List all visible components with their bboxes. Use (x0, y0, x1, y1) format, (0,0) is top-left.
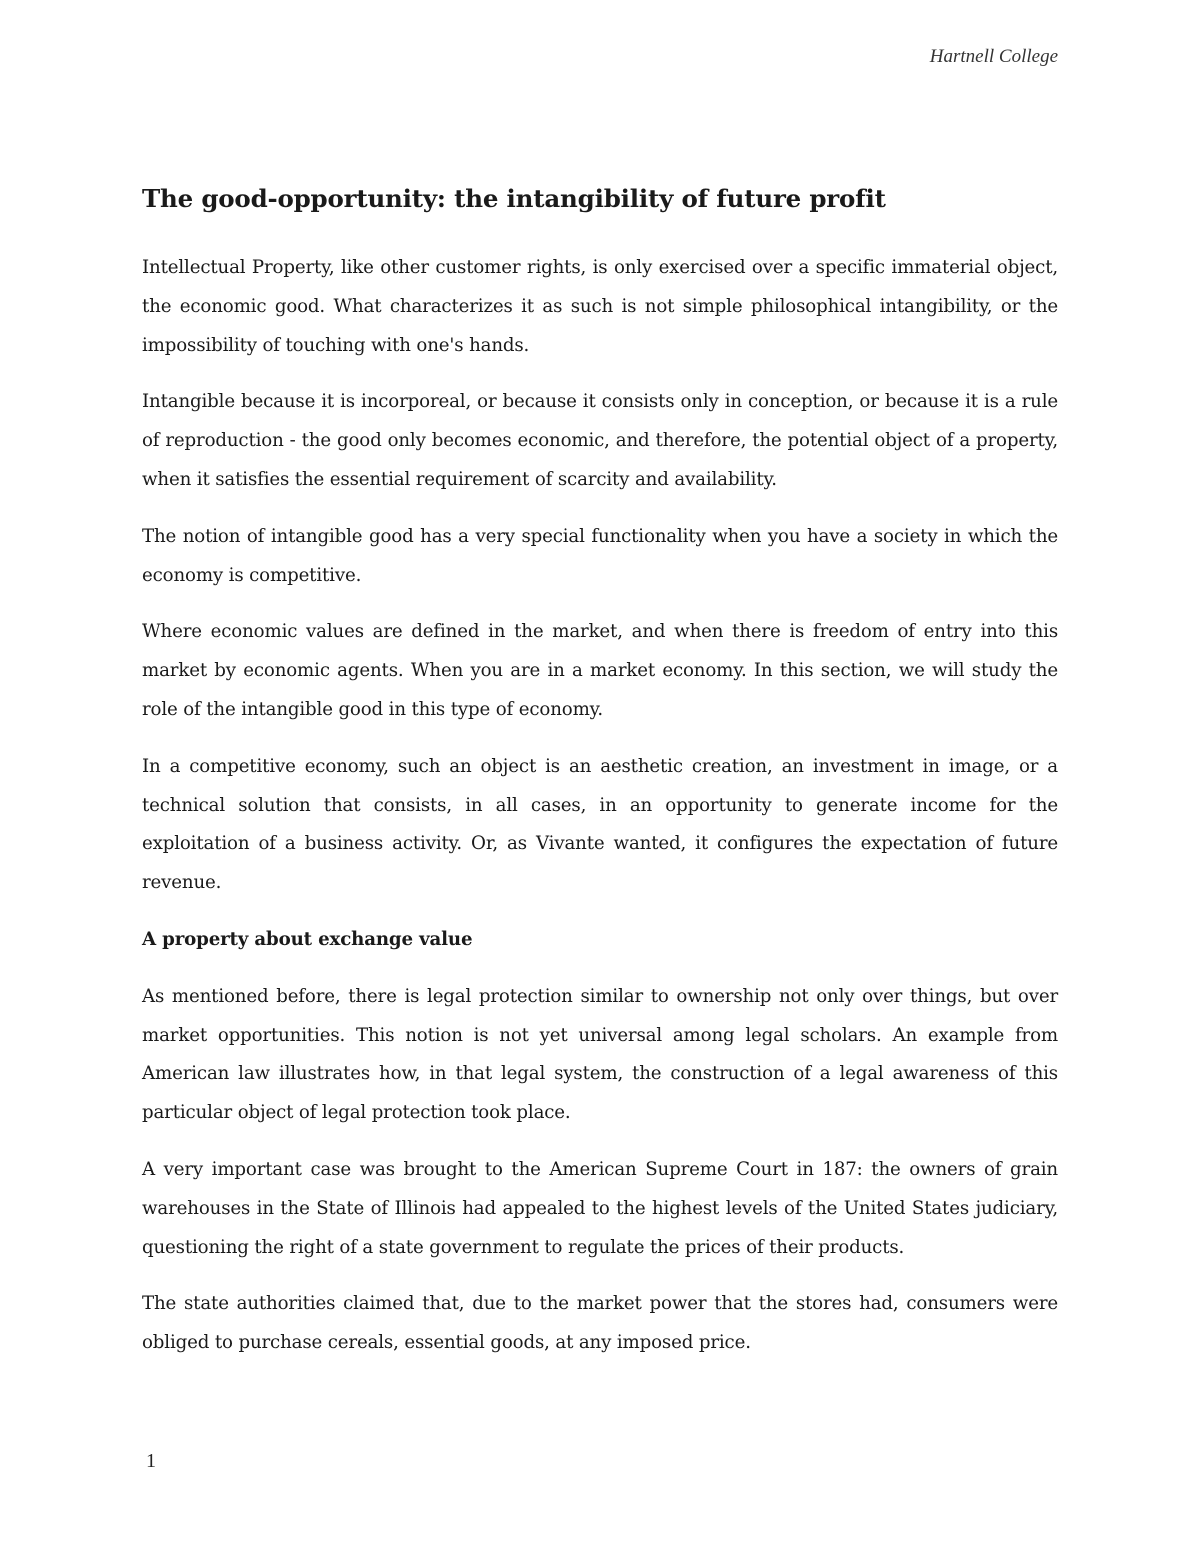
paragraph: In a competitive economy, such an object is an aesthetic creation, an investment in image, or a technical solution that consists, in all cases, in an opportunity to generate income for the exploitation of a business activity. Or, as Vivante wanted, it configures the expectation of future revenue. (142, 755, 1058, 894)
paragraph: Intangible because it is incorporeal, or because it consists only in conception, or because it is a rule of reproduction - the good only becomes economic, and therefore, the potential object of a property, when it satisfies the essential requirement of scarcity and availability. (142, 391, 1058, 490)
paragraph: Intellectual Property, like other customer rights, is only exercised over a specific immaterial object, the economic good. What characterizes it as such is not simple philosophical intangibility, or the impossibility of touching with one's hands. (142, 257, 1058, 356)
paragraph: Where economic values are defined in the market, and when there is freedom of entry into this market by economic agents. When you are in a market economy. In this section, we will study the role of the intangible good in this type of economy. (142, 621, 1058, 720)
paragraph: A very important case was brought to the American Supreme Court in 187: the owners of grain warehouses in the State of Illinois had appealed to the highest levels of the United States judiciary, questioning the right of a state government to regulate the prices of their products. (142, 1158, 1058, 1258)
section-heading: A property about exchange value (142, 928, 473, 950)
paragraph: The state authorities claimed that, due to the market power that the stores had, consumers were obliged to purchase cereals, essential goods, at any imposed price. (142, 1293, 1058, 1354)
page-title: The good-opportunity: the intangibility of future profit (142, 184, 886, 213)
document-body (142, 182, 1058, 1381)
page-number: 1 (146, 1450, 156, 1472)
paragraph: The notion of intangible good has a very special functionality when you have a society in which the economy is competitive. (142, 525, 1058, 586)
running-header: Hartnell College (929, 46, 1058, 67)
paragraph: As mentioned before, there is legal protection similar to ownership not only over things, but over market opportunities. This notion is not yet universal among legal scholars. An example from American law illustrates how, in that legal system, the construction of a legal awareness of this particular object of legal protection took place. (142, 985, 1058, 1124)
